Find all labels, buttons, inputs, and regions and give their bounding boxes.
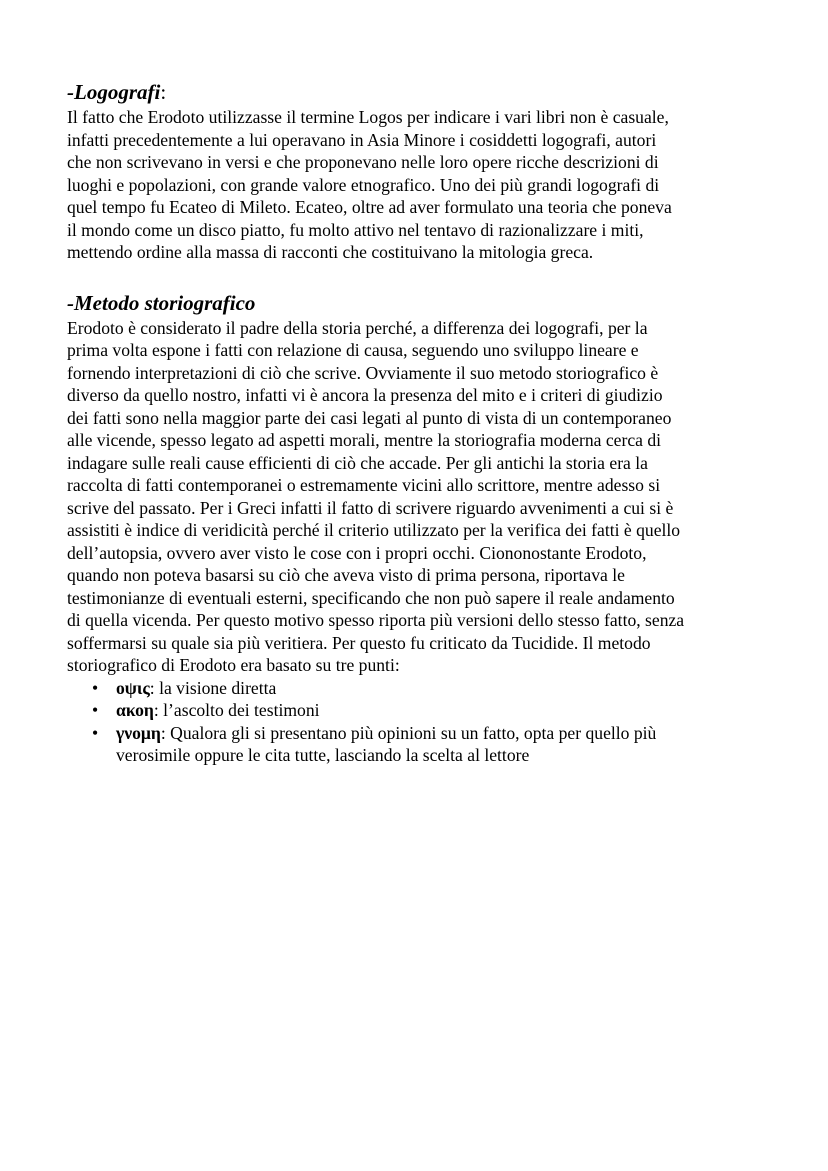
section-title-text: -Metodo storiografico [67, 290, 256, 315]
bullet-icon: • [92, 677, 99, 698]
paragraph-line: fornendo interpretazioni di ciò che scrive. Ovviamente il suo metodo storiografico è [67, 362, 659, 383]
document-page [67, 78, 767, 767]
paragraph-line: quando non poteva basarsi su ciò che aveva visto di prima persona, riportava le [67, 565, 625, 585]
list-item-line: verosimile oppure le cita tutte, lasciando la scelta al lettore [116, 745, 530, 765]
paragraph-line: luoghi e popolazioni, con grande valore etnografico. Uno dei più grandi logografi di [67, 174, 660, 195]
paragraph-line: il mondo come un disco piatto, fu molto attivo nel tentavo di razionalizzare i miti, [67, 219, 644, 240]
section-title [67, 78, 767, 106]
paragraph-line: Erodoto è considerato il padre della storia perché, a differenza dei logografi, per la [67, 317, 648, 338]
list-item-term: γνομη [116, 722, 161, 743]
bullet-icon: • [92, 722, 99, 743]
section-spacer [67, 264, 767, 289]
section-paragraph [67, 317, 767, 677]
section-paragraph [67, 106, 767, 264]
paragraph-line: scrive del passato. Per i Greci infatti il fatto di scrivere riguardo avvenimenti a cui si è [67, 497, 674, 518]
list-item-line [116, 677, 767, 700]
paragraph-line: storiografico di Erodoto era basato su tre punti: [67, 655, 400, 675]
paragraph-line: dell’autopsia, ovvero aver visto le cose con i propri occhi. Ciononostante Erodoto, [67, 542, 647, 563]
bullet-icon: • [92, 700, 99, 720]
paragraph-line: che non scrivevano in versi e che proponevano nelle loro opere ricche descrizioni di [67, 152, 659, 172]
list-item-line [116, 699, 767, 722]
section-metodo-storiografico [67, 289, 767, 767]
section-title [67, 289, 767, 317]
paragraph-line: di quella vicenda. Per questo motivo spesso riporta più versioni dello stesso fatto, senza [67, 610, 685, 630]
paragraph-line: testimonianze di eventuali esterni, specificando che non può sapere il reale andamento [67, 587, 675, 608]
paragraph-line: alle vicende, spesso legato ad aspetti morali, mentre la storiografia moderna cerca di [67, 430, 662, 450]
list-item-akoe [92, 699, 767, 722]
list-item-term: ακοη [116, 700, 154, 720]
paragraph-line: soffermarsi su quale sia più veritiera. Per questo fu criticato da Tucidide. Il metodo [67, 632, 651, 653]
paragraph-line: prima volta espone i fatti con relazione di causa, seguendo uno sviluppo lineare e [67, 340, 639, 360]
list-item-line [116, 722, 767, 745]
paragraph-line: dei fatti sono nella maggior parte dei casi legati al punto di vista di un contemporaneo [67, 407, 672, 428]
section-title-colon: : [160, 80, 167, 104]
list-item-gnome [92, 722, 767, 767]
section-title-text: -Logografi [67, 80, 161, 104]
paragraph-line: indagare sulle reali cause efficienti di ciò che accade. Per gli antichi la storia era la [67, 452, 648, 473]
list-item-term: οψις [116, 677, 150, 698]
list-item-text: : l’ascolto dei testimoni [153, 700, 320, 720]
paragraph-line: mettendo ordine alla massa di racconti che costituivano la mitologia greca. [67, 242, 594, 262]
paragraph-line: quel tempo fu Ecateo di Mileto. Ecateo, oltre ad aver formulato una teoria che poneva [67, 197, 672, 217]
list-item-opsis [92, 677, 767, 700]
paragraph-line: raccolta di fatti contemporanei o estremamente vicini allo scrittore, mentre adesso si [67, 475, 661, 495]
paragraph-line: Il fatto che Erodoto utilizzasse il termine Logos per indicare i vari libri non è casuale, [67, 107, 669, 127]
section-logografi [67, 78, 767, 264]
paragraph-line: assistiti è indice di veridicità perché il criterio utilizzato per la verifica dei fatti è quello [67, 520, 681, 540]
method-points-list [67, 677, 767, 767]
list-item-text: : la visione diretta [149, 677, 277, 698]
paragraph-line: infatti precedentemente a lui operavano in Asia Minore i cosiddetti logografi, autori [67, 129, 657, 150]
paragraph-line: diverso da quello nostro, infatti vi è ancora la presenza del mito e i criteri di giudizio [67, 385, 663, 405]
list-item-text: : Qualora gli si presentano più opinioni su un fatto, opta per quello più [160, 722, 657, 743]
